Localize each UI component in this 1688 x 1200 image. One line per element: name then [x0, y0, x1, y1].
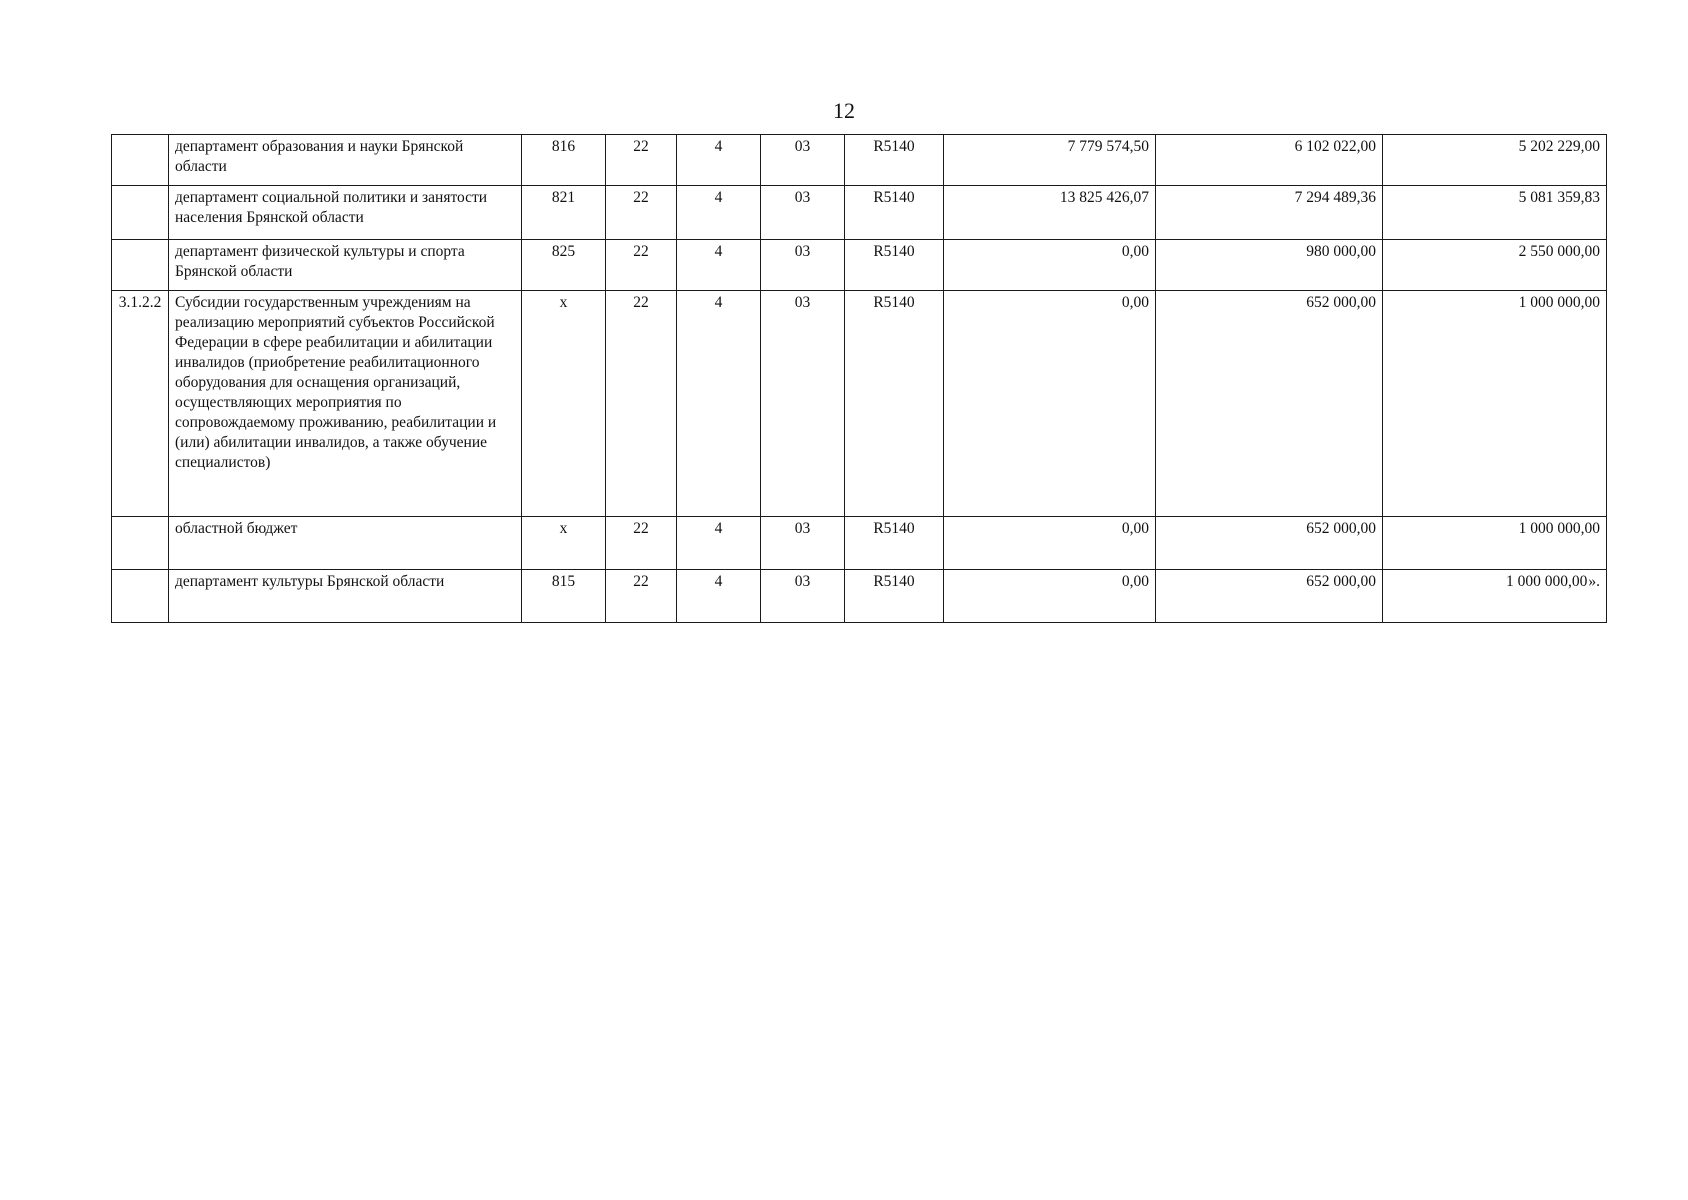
- subprogram-code-cell: 4: [677, 517, 761, 570]
- amount-year2-cell: 652 000,00: [1156, 291, 1383, 517]
- row-number-cell: [112, 517, 169, 570]
- admin-code-cell: 816: [522, 135, 606, 186]
- amount-year2-cell: 652 000,00: [1156, 517, 1383, 570]
- direction-code-cell: R5140: [845, 240, 944, 291]
- subprogram-code-cell: 4: [677, 291, 761, 517]
- table-row: [112, 240, 1607, 291]
- activity-code-cell: 03: [761, 291, 845, 517]
- direction-code-cell: R5140: [845, 570, 944, 623]
- activity-code-cell: 03: [761, 135, 845, 186]
- admin-code-cell: 821: [522, 186, 606, 240]
- amount-year1-cell: 13 825 426,07: [944, 186, 1156, 240]
- table-row: [112, 291, 1607, 517]
- recipient-name-cell: департамент образования и науки Брянской области: [169, 135, 522, 186]
- admin-code-cell: х: [522, 517, 606, 570]
- admin-code-cell: 825: [522, 240, 606, 291]
- amount-year3-cell: 5 202 229,00: [1383, 135, 1607, 186]
- subprogram-code-cell: 4: [677, 570, 761, 623]
- amount-year1-cell: 7 779 574,50: [944, 135, 1156, 186]
- recipient-name-cell: департамент культуры Брянской области: [169, 570, 522, 623]
- subprogram-code-cell: 4: [677, 135, 761, 186]
- program-code-cell: 22: [606, 291, 677, 517]
- amount-value: 1 000 000,00: [1506, 573, 1588, 590]
- program-code-cell: 22: [606, 186, 677, 240]
- row-number-cell: 3.1.2.2: [112, 291, 169, 517]
- recipient-name-cell: департамент социальной политики и занятости населения Брянской области: [169, 186, 522, 240]
- direction-code-cell: R5140: [845, 517, 944, 570]
- direction-code-cell: R5140: [845, 135, 944, 186]
- recipient-name-cell: Субсидии государственным учреждениям на реализацию мероприятий субъектов Российской Федерации в сфере реабилитации и абилитации инвалидов (приобретение реабилитационного оборудования для оснащения организаций, осуществляющих мероприятия по сопровождаемому проживанию, реабилитации и (или) абилитации инвалидов, а также обучение специалистов): [169, 291, 522, 517]
- amount-year3-cell: 1 000 000,00: [1383, 517, 1607, 570]
- amount-year2-cell: 7 294 489,36: [1156, 186, 1383, 240]
- amount-year2-cell: 980 000,00: [1156, 240, 1383, 291]
- admin-code-cell: 815: [522, 570, 606, 623]
- row-number-cell: [112, 240, 169, 291]
- program-code-cell: 22: [606, 517, 677, 570]
- table-row: [112, 186, 1607, 240]
- amount-year3-cell: 1 000 000,00: [1383, 291, 1607, 517]
- activity-code-cell: 03: [761, 517, 845, 570]
- row-number-cell: [112, 570, 169, 623]
- amount-year3-cell: [1383, 570, 1607, 623]
- page-number: 12: [833, 98, 855, 123]
- table-row: [112, 135, 1607, 186]
- subprogram-code-cell: 4: [677, 186, 761, 240]
- budget-table: [111, 134, 1607, 623]
- row-number-cell: [112, 186, 169, 240]
- recipient-name-cell: областной бюджет: [169, 517, 522, 570]
- activity-code-cell: 03: [761, 570, 845, 623]
- amount-year2-cell: 6 102 022,00: [1156, 135, 1383, 186]
- table-row: [112, 570, 1607, 623]
- subprogram-code-cell: 4: [677, 240, 761, 291]
- program-code-cell: 22: [606, 135, 677, 186]
- amount-year1-cell: 0,00: [944, 240, 1156, 291]
- amount-year1-cell: 0,00: [944, 291, 1156, 517]
- amount-year3-cell: 5 081 359,83: [1383, 186, 1607, 240]
- amount-year1-cell: 0,00: [944, 570, 1156, 623]
- amount-year1-cell: 0,00: [944, 517, 1156, 570]
- table-row: [112, 517, 1607, 570]
- program-code-cell: 22: [606, 570, 677, 623]
- amount-year3-cell: 2 550 000,00: [1383, 240, 1607, 291]
- activity-code-cell: 03: [761, 240, 845, 291]
- direction-code-cell: R5140: [845, 291, 944, 517]
- closing-quote-mark: ».: [1588, 573, 1600, 590]
- direction-code-cell: R5140: [845, 186, 944, 240]
- amount-year2-cell: 652 000,00: [1156, 570, 1383, 623]
- admin-code-cell: х: [522, 291, 606, 517]
- recipient-name-cell: департамент физической культуры и спорта Брянской области: [169, 240, 522, 291]
- activity-code-cell: 03: [761, 186, 845, 240]
- program-code-cell: 22: [606, 240, 677, 291]
- row-number-cell: [112, 135, 169, 186]
